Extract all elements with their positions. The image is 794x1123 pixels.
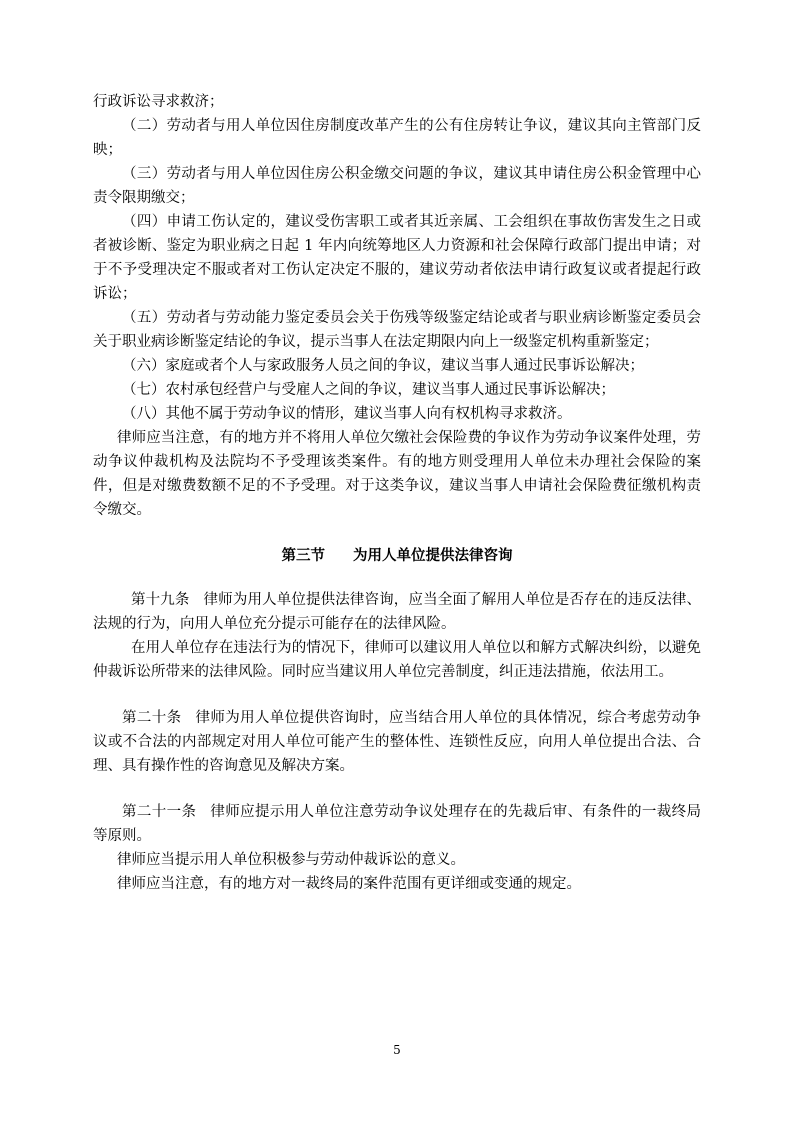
paragraph-item-3: （三）劳动者与用人单位因住房公积金缴交问题的争议，建议其申请住房公积金管理中心责令限期缴交；	[93, 166, 701, 206]
article-21-paragraph-3: 律师应当注意，有的地方对一裁终局的案件范围有更详细或变通的规定。	[117, 876, 581, 892]
article-21-text: 律师应提示用人单位注意劳动争议处理存在的先裁后审、有条件的一裁终局等原则。	[93, 804, 702, 844]
section-number: 第三节	[281, 548, 325, 564]
paragraph-item-2: （二）劳动者与用人单位因住房制度改革产生的公有住房转让争议，建议其向主管部门反映；	[93, 118, 701, 158]
article-19-text: 律师为用人单位提供法律咨询，应当全面了解用人单位是否存在的违反法律、法规的行为，向用人单位充分提示可能存在的法律风险。	[93, 592, 702, 632]
section-title: 为用人单位提供法律咨询	[353, 548, 513, 564]
page-content	[93, 90, 701, 896]
paragraph-item-6: （六）家庭或者个人与家政服务人员之间的争议，建议当事人通过民事诉讼解决；	[122, 358, 644, 374]
article-19	[93, 588, 701, 636]
article-20	[93, 706, 701, 778]
paragraph-item-7: （七）农村承包经营户与受雇人之间的争议，建议当事人通过民事诉讼解决；	[122, 382, 615, 398]
paragraph-item-5: （五）劳动者与劳动能力鉴定委员会关于伤残等级鉴定结论或者与职业病诊断鉴定委员会关于职业病诊断鉴定结论的争议，提示当事人在法定期限内向上一级鉴定机构重新鉴定；	[93, 310, 701, 350]
article-19-paragraph-2: 在用人单位存在违法行为的情况下，律师可以建议用人单位以和解方式解决纠纷，以避免仲裁诉讼所带来的法律风险。同时应当建议用人单位完善制度，纠正违法措施，依法用工。	[93, 640, 701, 680]
page-number: 5	[393, 1043, 401, 1057]
paragraph-item-4: （四）申请工伤认定的，建议受伤害职工或者其近亲属、工会组织在事故伤害发生之日或者被诊断、鉴定为职业病之日起 1 年内向统筹地区人力资源和社会保障行政部门提出申请；对于不予受理决定不服或者对工伤认定决定不服的，建议劳动者依法申请行政复议或者提起行政诉讼；	[93, 214, 701, 302]
article-19-label: 第十九条	[131, 592, 190, 608]
paragraph-note: 律师应当注意，有的地方并不将用人单位欠缴社会保险费的争议作为劳动争议案件处理，劳动争议仲裁机构及法院均不予受理该类案件。有的地方则受理用人单位未办理社会保险的案件，但是对缴费数额不足的不予受理。对于这类争议，建议当事人申请社会保险费征缴机构责令缴交。	[93, 430, 701, 518]
article-20-label: 第二十条	[122, 710, 182, 726]
article-20-text: 律师为用人单位提供咨询时，应当结合用人单位的具体情况，综合考虑劳动争议或不合法的内部规定对用人单位可能产生的整体性、连锁性反应，向用人单位提出合法、合理、具有操作性的咨询意见及解决方案。	[93, 710, 701, 774]
article-21-paragraph-2: 律师应当提示用人单位积极参与劳动仲裁诉讼的意义。	[117, 852, 465, 868]
paragraph-item-8: （八）其他不属于劳动争议的情形，建议当事人向有权机构寻求救济。	[122, 406, 572, 422]
article-21	[93, 800, 701, 848]
article-21-label: 第二十一条	[122, 804, 197, 820]
section-heading	[93, 544, 701, 568]
paragraph-continued: 行政诉讼寻求救济；	[93, 94, 224, 110]
